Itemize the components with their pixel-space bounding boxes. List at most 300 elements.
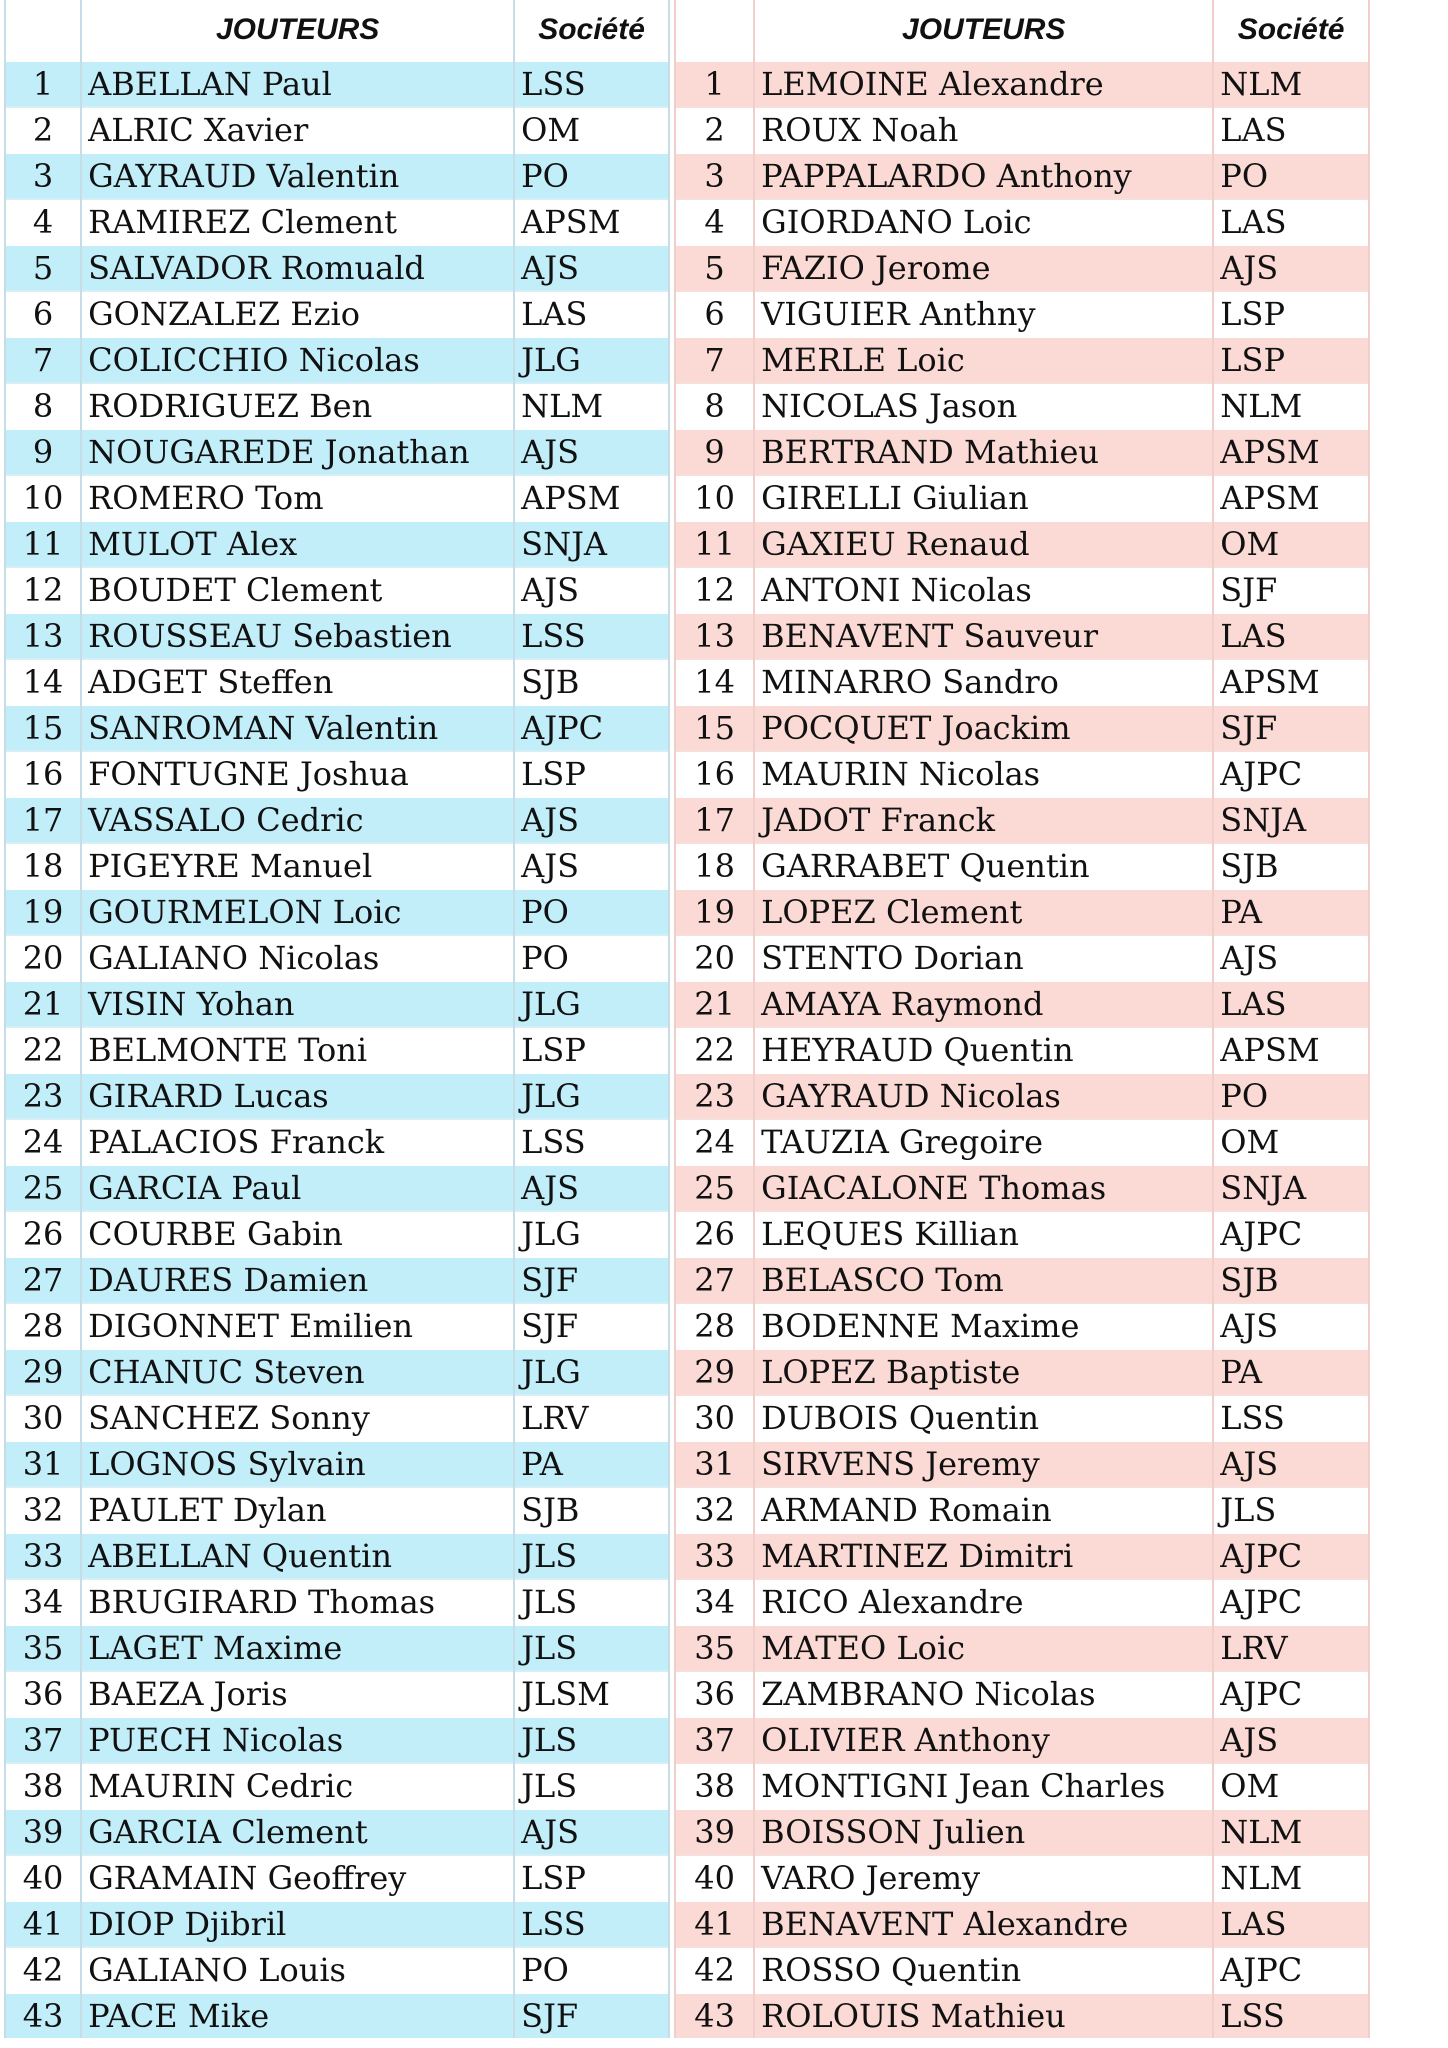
player-club: NLM (1213, 1809, 1369, 1855)
player-row (675, 475, 1369, 521)
player-row (675, 1993, 1369, 2038)
player-club: SJB (514, 1487, 669, 1533)
player-number: 27 (675, 1257, 754, 1303)
player-club: JLG (514, 1211, 669, 1257)
player-number: 23 (5, 1073, 81, 1119)
player-club: SNJA (1213, 1165, 1369, 1211)
player-number: 15 (675, 705, 754, 751)
player-name: LOPEZ Baptiste (754, 1349, 1213, 1395)
player-club: LSP (514, 751, 669, 797)
player-row (675, 1211, 1369, 1257)
player-number: 16 (5, 751, 81, 797)
player-name: PUECH Nicolas (81, 1717, 514, 1763)
player-number: 10 (675, 475, 754, 521)
player-row (5, 797, 669, 843)
player-name: GOURMELON Loic (81, 889, 514, 935)
player-club: SJF (514, 1257, 669, 1303)
player-row (675, 659, 1369, 705)
player-row (675, 1073, 1369, 1119)
player-number: 35 (5, 1625, 81, 1671)
player-number: 22 (5, 1027, 81, 1073)
player-number: 41 (675, 1901, 754, 1947)
player-name: GIRARD Lucas (81, 1073, 514, 1119)
player-number: 40 (675, 1855, 754, 1901)
player-club: AJS (514, 567, 669, 613)
player-row (5, 1855, 669, 1901)
player-row (675, 1533, 1369, 1579)
player-row (5, 1671, 669, 1717)
player-row (675, 245, 1369, 291)
player-club: PO (1213, 1073, 1369, 1119)
player-name: COLICCHIO Nicolas (81, 337, 514, 383)
player-row (675, 1165, 1369, 1211)
player-club: AJS (514, 1809, 669, 1855)
player-row (5, 1441, 669, 1487)
player-name: LOGNOS Sylvain (81, 1441, 514, 1487)
player-number: 18 (675, 843, 754, 889)
player-club: JLSM (514, 1671, 669, 1717)
player-number: 7 (675, 337, 754, 383)
player-name: BELASCO Tom (754, 1257, 1213, 1303)
player-club: OM (1213, 1119, 1369, 1165)
player-name: LEQUES Killian (754, 1211, 1213, 1257)
player-club: AJS (1213, 1441, 1369, 1487)
player-row (5, 383, 669, 429)
player-number: 33 (675, 1533, 754, 1579)
player-number: 11 (675, 521, 754, 567)
player-name: BODENNE Maxime (754, 1303, 1213, 1349)
player-row (5, 107, 669, 153)
player-number: 34 (675, 1579, 754, 1625)
player-row (675, 291, 1369, 337)
player-row (675, 1441, 1369, 1487)
player-name: GARRABET Quentin (754, 843, 1213, 889)
player-name: ZAMBRANO Nicolas (754, 1671, 1213, 1717)
player-row (5, 291, 669, 337)
player-name: SALVADOR Romuald (81, 245, 514, 291)
player-name: BELMONTE Toni (81, 1027, 514, 1073)
player-club: LRV (1213, 1625, 1369, 1671)
player-club: JLG (514, 337, 669, 383)
player-club: APSM (514, 199, 669, 245)
header-row (5, 0, 669, 61)
player-number: 32 (5, 1487, 81, 1533)
player-name: ROSSO Quentin (754, 1947, 1213, 1993)
player-number: 34 (5, 1579, 81, 1625)
player-name: RAMIREZ Clement (81, 199, 514, 245)
player-club: APSM (1213, 475, 1369, 521)
player-number: 2 (5, 107, 81, 153)
player-club: SJB (1213, 1257, 1369, 1303)
player-name: RICO Alexandre (754, 1579, 1213, 1625)
player-club: LRV (514, 1395, 669, 1441)
player-name: NICOLAS Jason (754, 383, 1213, 429)
player-name: BAEZA Joris (81, 1671, 514, 1717)
player-club: AJS (514, 429, 669, 475)
player-row (675, 613, 1369, 659)
player-name: MULOT Alex (81, 521, 514, 567)
player-club: NLM (1213, 1855, 1369, 1901)
number-header (675, 0, 754, 61)
player-row (675, 1257, 1369, 1303)
player-name: MAURIN Nicolas (754, 751, 1213, 797)
club-header: Société (514, 0, 669, 61)
player-name: BRUGIRARD Thomas (81, 1579, 514, 1625)
player-row (5, 337, 669, 383)
player-number: 2 (675, 107, 754, 153)
player-row (5, 567, 669, 613)
player-club: JLS (514, 1579, 669, 1625)
player-number: 38 (675, 1763, 754, 1809)
player-name: GRAMAIN Geoffrey (81, 1855, 514, 1901)
player-club: AJPC (1213, 1533, 1369, 1579)
player-number: 39 (5, 1809, 81, 1855)
player-number: 14 (675, 659, 754, 705)
player-name: TAUZIA Gregoire (754, 1119, 1213, 1165)
player-club: SJF (1213, 567, 1369, 613)
player-row (675, 1487, 1369, 1533)
player-club: LSS (514, 1119, 669, 1165)
player-club: LAS (514, 291, 669, 337)
player-row (675, 1809, 1369, 1855)
player-number: 4 (5, 199, 81, 245)
player-number: 13 (5, 613, 81, 659)
player-club: APSM (514, 475, 669, 521)
player-row (675, 1901, 1369, 1947)
player-club: AJPC (1213, 1211, 1369, 1257)
player-club: LSS (514, 1901, 669, 1947)
player-name: PACE Mike (81, 1993, 514, 2038)
player-number: 10 (5, 475, 81, 521)
player-number: 19 (675, 889, 754, 935)
player-row (5, 659, 669, 705)
player-number: 8 (5, 383, 81, 429)
player-name: LAGET Maxime (81, 1625, 514, 1671)
player-number: 3 (675, 153, 754, 199)
player-row (675, 935, 1369, 981)
player-club: PA (1213, 889, 1369, 935)
player-club: AJPC (1213, 1671, 1369, 1717)
player-name: LOPEZ Clement (754, 889, 1213, 935)
player-name: FONTUGNE Joshua (81, 751, 514, 797)
player-row (5, 1165, 669, 1211)
player-number: 41 (5, 1901, 81, 1947)
player-number: 21 (675, 981, 754, 1027)
player-number: 4 (675, 199, 754, 245)
player-club: LAS (1213, 1901, 1369, 1947)
club-header: Société (1213, 0, 1369, 61)
player-name: ROUX Noah (754, 107, 1213, 153)
player-number: 24 (675, 1119, 754, 1165)
player-row (675, 797, 1369, 843)
player-club: LAS (1213, 981, 1369, 1027)
player-number: 33 (5, 1533, 81, 1579)
player-row (675, 1303, 1369, 1349)
player-name: BOUDET Clement (81, 567, 514, 613)
players-table-left (4, 0, 670, 2038)
player-row (5, 751, 669, 797)
player-name: ANTONI Nicolas (754, 567, 1213, 613)
player-number: 31 (5, 1441, 81, 1487)
player-club: PO (1213, 153, 1369, 199)
player-number: 37 (675, 1717, 754, 1763)
player-club: AJPC (1213, 1579, 1369, 1625)
player-row (675, 337, 1369, 383)
player-name: ALRIC Xavier (81, 107, 514, 153)
player-number: 12 (675, 567, 754, 613)
player-name: GALIANO Nicolas (81, 935, 514, 981)
player-row (675, 61, 1369, 107)
player-number: 32 (675, 1487, 754, 1533)
player-name: GIACALONE Thomas (754, 1165, 1213, 1211)
player-name: GALIANO Louis (81, 1947, 514, 1993)
player-name: PALACIOS Franck (81, 1119, 514, 1165)
player-name: VISIN Yohan (81, 981, 514, 1027)
player-club: PO (514, 889, 669, 935)
player-row (675, 521, 1369, 567)
player-club: LAS (1213, 613, 1369, 659)
player-row (5, 1211, 669, 1257)
player-row (5, 981, 669, 1027)
player-number: 1 (675, 61, 754, 107)
player-club: SJB (514, 659, 669, 705)
player-name: NOUGAREDE Jonathan (81, 429, 514, 475)
player-number: 27 (5, 1257, 81, 1303)
players-header: JOUTEURS (81, 0, 514, 61)
player-club: LAS (1213, 199, 1369, 245)
player-club: LSS (514, 613, 669, 659)
player-name: GONZALEZ Ezio (81, 291, 514, 337)
player-name: ROLOUIS Mathieu (754, 1993, 1213, 2038)
player-name: DIGONNET Emilien (81, 1303, 514, 1349)
player-number: 36 (5, 1671, 81, 1717)
player-number: 23 (675, 1073, 754, 1119)
player-number: 31 (675, 1441, 754, 1487)
player-name: RODRIGUEZ Ben (81, 383, 514, 429)
player-number: 17 (675, 797, 754, 843)
player-name: ROUSSEAU Sebastien (81, 613, 514, 659)
player-club: LSP (1213, 337, 1369, 383)
player-name: GAYRAUD Nicolas (754, 1073, 1213, 1119)
player-row (675, 383, 1369, 429)
player-club: AJS (1213, 935, 1369, 981)
player-row (675, 429, 1369, 475)
player-club: NLM (1213, 61, 1369, 107)
player-number: 17 (5, 797, 81, 843)
player-name: DUBOIS Quentin (754, 1395, 1213, 1441)
player-club: SJF (514, 1993, 669, 2038)
player-club: SJF (1213, 705, 1369, 751)
player-name: AMAYA Raymond (754, 981, 1213, 1027)
player-number: 30 (5, 1395, 81, 1441)
player-row (675, 981, 1369, 1027)
player-row (5, 245, 669, 291)
player-row (5, 889, 669, 935)
player-name: MARTINEZ Dimitri (754, 1533, 1213, 1579)
player-club: PO (514, 153, 669, 199)
player-row (5, 843, 669, 889)
player-club: LSS (514, 61, 669, 107)
player-number: 14 (5, 659, 81, 705)
player-name: SIRVENS Jeremy (754, 1441, 1213, 1487)
player-club: SNJA (1213, 797, 1369, 843)
player-number: 26 (5, 1211, 81, 1257)
player-club: JLG (514, 1349, 669, 1395)
player-club: OM (1213, 521, 1369, 567)
player-name: MATEO Loic (754, 1625, 1213, 1671)
player-number: 39 (675, 1809, 754, 1855)
player-club: AJPC (1213, 751, 1369, 797)
player-number: 7 (5, 337, 81, 383)
player-row (675, 1349, 1369, 1395)
player-name: HEYRAUD Quentin (754, 1027, 1213, 1073)
player-club: SJB (1213, 843, 1369, 889)
player-row (675, 567, 1369, 613)
player-name: BENAVENT Sauveur (754, 613, 1213, 659)
player-row (5, 1763, 669, 1809)
player-row (5, 613, 669, 659)
player-row (675, 1763, 1369, 1809)
player-number: 13 (675, 613, 754, 659)
players-table-body-left (5, 61, 669, 2038)
player-number: 16 (675, 751, 754, 797)
player-club: OM (514, 107, 669, 153)
player-club: PA (514, 1441, 669, 1487)
player-name: VARO Jeremy (754, 1855, 1213, 1901)
player-row (5, 1303, 669, 1349)
player-number: 1 (5, 61, 81, 107)
player-row (5, 199, 669, 245)
player-club: JLS (514, 1625, 669, 1671)
player-club: SNJA (514, 521, 669, 567)
player-row (5, 61, 669, 107)
player-number: 5 (675, 245, 754, 291)
player-number: 25 (675, 1165, 754, 1211)
player-row (5, 1487, 669, 1533)
player-club: AJS (514, 797, 669, 843)
player-number: 3 (5, 153, 81, 199)
player-club: JLS (514, 1763, 669, 1809)
player-row (675, 1625, 1369, 1671)
player-row (5, 475, 669, 521)
player-club: LAS (1213, 107, 1369, 153)
player-number: 42 (675, 1947, 754, 1993)
player-row (5, 521, 669, 567)
player-name: PIGEYRE Manuel (81, 843, 514, 889)
player-row (5, 429, 669, 475)
player-row (675, 199, 1369, 245)
player-number: 26 (675, 1211, 754, 1257)
player-club: LSP (514, 1855, 669, 1901)
player-name: GIORDANO Loic (754, 199, 1213, 245)
player-name: DIOP Djibril (81, 1901, 514, 1947)
player-number: 15 (5, 705, 81, 751)
player-number: 8 (675, 383, 754, 429)
player-name: OLIVIER Anthony (754, 1717, 1213, 1763)
player-number: 30 (675, 1395, 754, 1441)
player-row (5, 935, 669, 981)
player-name: VIGUIER Anthny (754, 291, 1213, 337)
player-name: DAURES Damien (81, 1257, 514, 1303)
player-row (675, 1947, 1369, 1993)
player-club: AJS (514, 843, 669, 889)
players-table-right (674, 0, 1370, 2038)
player-name: PAULET Dylan (81, 1487, 514, 1533)
player-name: POCQUET Joackim (754, 705, 1213, 751)
player-row (5, 1119, 669, 1165)
player-number: 43 (5, 1993, 81, 2038)
player-name: CHANUC Steven (81, 1349, 514, 1395)
player-number: 42 (5, 1947, 81, 1993)
player-number: 40 (5, 1855, 81, 1901)
header-row (675, 0, 1369, 61)
player-name: SANCHEZ Sonny (81, 1395, 514, 1441)
player-club: NLM (514, 383, 669, 429)
player-number: 36 (675, 1671, 754, 1717)
player-row (675, 1717, 1369, 1763)
player-club: JLG (514, 1073, 669, 1119)
player-club: LSP (514, 1027, 669, 1073)
player-number: 24 (5, 1119, 81, 1165)
player-name: ABELLAN Quentin (81, 1533, 514, 1579)
player-club: APSM (1213, 1027, 1369, 1073)
player-row (675, 751, 1369, 797)
player-row (5, 1579, 669, 1625)
player-name: GIRELLI Giulian (754, 475, 1213, 521)
player-name: ARMAND Romain (754, 1487, 1213, 1533)
player-name: STENTO Dorian (754, 935, 1213, 981)
player-number: 25 (5, 1165, 81, 1211)
player-row (5, 1349, 669, 1395)
player-row (675, 1855, 1369, 1901)
player-number: 5 (5, 245, 81, 291)
player-name: GAYRAUD Valentin (81, 153, 514, 199)
player-row (675, 843, 1369, 889)
player-club: AJS (514, 1165, 669, 1211)
player-number: 19 (5, 889, 81, 935)
player-name: GARCIA Clement (81, 1809, 514, 1855)
player-name: BOISSON Julien (754, 1809, 1213, 1855)
player-row (5, 1073, 669, 1119)
player-row (675, 1579, 1369, 1625)
player-name: GARCIA Paul (81, 1165, 514, 1211)
player-name: COURBE Gabin (81, 1211, 514, 1257)
player-club: AJPC (514, 705, 669, 751)
player-club: AJS (514, 245, 669, 291)
player-name: FAZIO Jerome (754, 245, 1213, 291)
player-club: APSM (1213, 429, 1369, 475)
player-row (5, 1993, 669, 2038)
player-number: 29 (675, 1349, 754, 1395)
player-number: 28 (5, 1303, 81, 1349)
player-number: 21 (5, 981, 81, 1027)
player-row (5, 1533, 669, 1579)
player-club: JLG (514, 981, 669, 1027)
player-club: APSM (1213, 659, 1369, 705)
player-club: LSS (1213, 1993, 1369, 2038)
player-row (675, 1119, 1369, 1165)
player-name: PAPPALARDO Anthony (754, 153, 1213, 199)
player-club: PO (514, 1947, 669, 1993)
player-row (5, 1027, 669, 1073)
player-name: MERLE Loic (754, 337, 1213, 383)
player-number: 11 (5, 521, 81, 567)
player-name: ROMERO Tom (81, 475, 514, 521)
player-club: PO (514, 935, 669, 981)
player-number: 22 (675, 1027, 754, 1073)
player-number: 43 (675, 1993, 754, 2038)
player-club: JLS (1213, 1487, 1369, 1533)
